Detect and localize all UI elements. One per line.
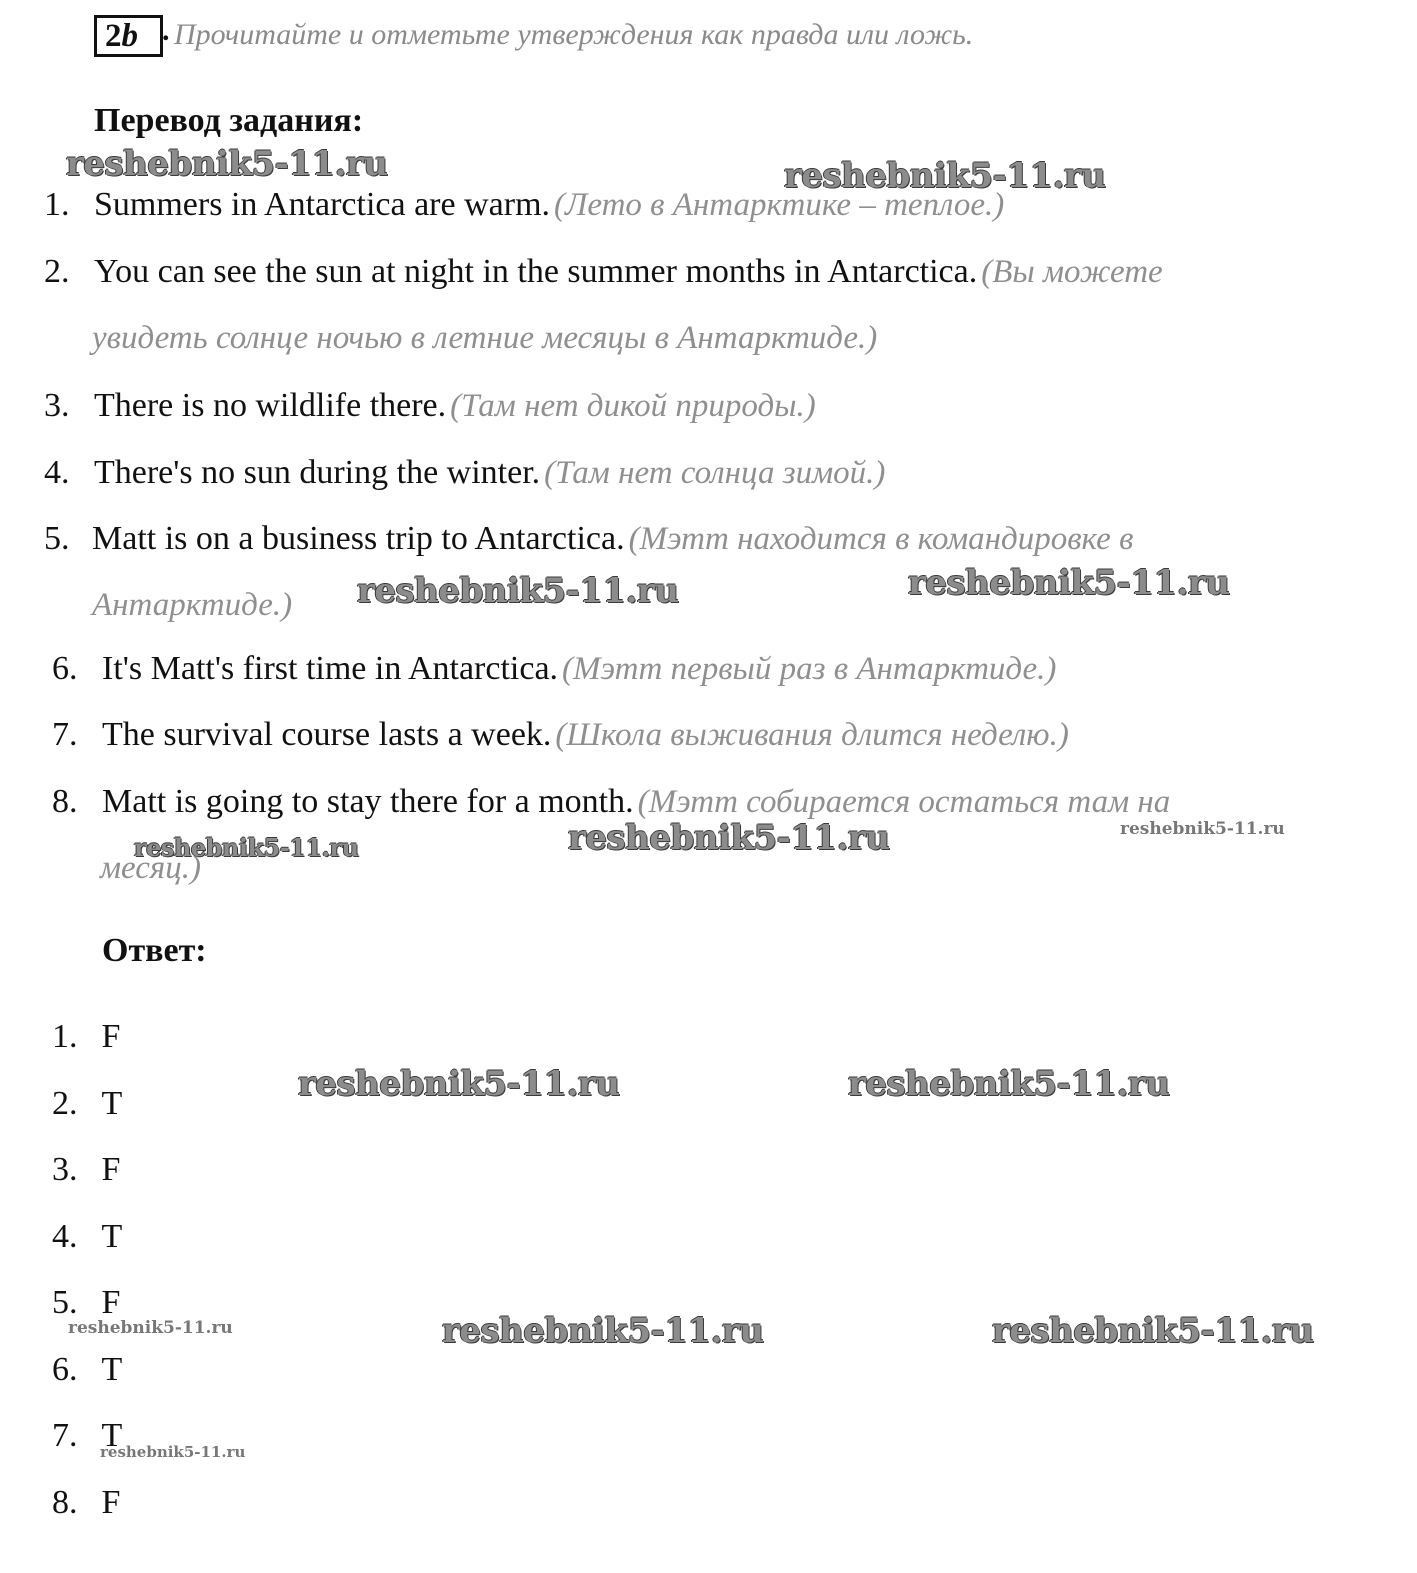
answer-value: T (101, 1417, 123, 1454)
statement-item (52, 783, 78, 821)
task-dot: . (162, 14, 170, 47)
watermark: reshebnik5-11.ru (992, 1311, 1314, 1351)
statement-russian: (Мэтт собирается остаться там на (637, 784, 1171, 820)
watermark: reshebnik5-11.ru (442, 1311, 764, 1351)
statement-text (102, 650, 1056, 688)
watermark: reshebnik5-11.ru (784, 156, 1106, 196)
statement-item (44, 520, 70, 558)
answer-heading: Ответ: (102, 932, 207, 969)
statement-russian: (Мэтт первый раз в Антарктиде.) (562, 651, 1057, 687)
answer-value: T (101, 1085, 123, 1122)
task-number: 2 (105, 18, 122, 54)
statement-item (44, 253, 70, 291)
watermark: reshebnik5-11.ru (134, 833, 359, 862)
task-number-box (94, 15, 163, 57)
answer-value: F (101, 1284, 121, 1321)
statement-number: 1. (44, 186, 70, 223)
statement-english: There's no sun during the winter. (94, 454, 541, 491)
statement-text (94, 454, 885, 492)
statement-english: The survival course lasts a week. (102, 716, 552, 753)
watermark: reshebnik5-11.ru (1120, 819, 1285, 839)
statement-russian: (Школа выживания длится неделю.) (555, 717, 1069, 753)
answer-value: F (101, 1484, 121, 1521)
answer-number: 7. (52, 1417, 78, 1454)
answer-value: T (101, 1351, 123, 1388)
statement-russian: (Лето в Антарктике – теплое.) (554, 187, 1005, 223)
task-letter: b (121, 18, 138, 54)
watermark: reshebnik5-11.ru (68, 1318, 233, 1338)
statement-number: 7. (52, 716, 78, 753)
statement-russian-continued: Антарктиде.) (92, 587, 293, 623)
statement-text (94, 253, 1163, 291)
statement-text (92, 520, 1133, 558)
statement-russian: (Мэтт находится в командировке в (628, 521, 1134, 557)
answer-number: 8. (52, 1484, 78, 1521)
statement-english: There is no wildlife there. (94, 387, 447, 424)
statement-number: 2. (44, 253, 70, 290)
statement-russian: (Там нет солнца зимой.) (544, 455, 886, 491)
statement-number: 5. (44, 520, 70, 557)
statement-english: Matt is on a business trip to Antarctica. (92, 520, 625, 557)
statement-english: It's Matt's first time in Antarctica. (102, 650, 559, 687)
answer-item (52, 1151, 120, 1189)
watermark: reshebnik5-11.ru (357, 571, 679, 611)
statement-russian: (Вы можете (981, 254, 1163, 290)
watermark: reshebnik5-11.ru (848, 1064, 1170, 1104)
answer-item (52, 1351, 122, 1389)
translation-heading: Перевод задания: (94, 102, 364, 139)
watermark: reshebnik5-11.ru (568, 818, 890, 858)
answer-number: 4. (52, 1218, 78, 1255)
task-instruction: Прочитайте и отметьте утверждения как правда или ложь. (174, 18, 974, 51)
statement-text (94, 387, 816, 425)
statement-english: Matt is going to stay there for a month. (102, 783, 634, 820)
statement-english: You can see the sun at night in the summer months in Antarctica. (94, 253, 978, 290)
answer-item (52, 1018, 120, 1056)
statement-number: 8. (52, 783, 78, 820)
statement-text (102, 716, 1069, 754)
answer-item (52, 1218, 122, 1256)
statement-russian-continued: месяц.) (100, 850, 201, 886)
answer-item (52, 1284, 120, 1322)
watermark: reshebnik5-11.ru (66, 144, 388, 184)
answer-item (52, 1484, 120, 1522)
answer-value: T (101, 1218, 123, 1255)
statement-russian-continued: увидеть солнце ночью в летние месяцы в Антарктиде.) (92, 320, 878, 356)
statement-number: 3. (44, 387, 70, 424)
watermark: reshebnik5-11.ru (100, 1443, 246, 1461)
statement-item (44, 454, 70, 492)
answer-number: 3. (52, 1151, 78, 1188)
statement-item (52, 650, 78, 688)
statement-item (44, 186, 70, 224)
answer-number: 2. (52, 1085, 78, 1122)
answer-number: 5. (52, 1284, 78, 1321)
watermark: reshebnik5-11.ru (298, 1064, 620, 1104)
statement-russian: (Там нет дикой природы.) (450, 388, 816, 424)
statement-number: 6. (52, 650, 78, 687)
answer-value: F (101, 1151, 121, 1188)
statement-item (44, 387, 70, 425)
watermark: reshebnik5-11.ru (908, 563, 1230, 603)
statement-text (102, 783, 1170, 821)
answer-value: F (101, 1018, 121, 1055)
answer-number: 6. (52, 1351, 78, 1388)
statement-english: Summers in Antarctica are warm. (94, 186, 551, 223)
answer-item (52, 1085, 122, 1123)
statement-item (52, 716, 78, 754)
answer-number: 1. (52, 1018, 78, 1055)
statement-number: 4. (44, 454, 70, 491)
